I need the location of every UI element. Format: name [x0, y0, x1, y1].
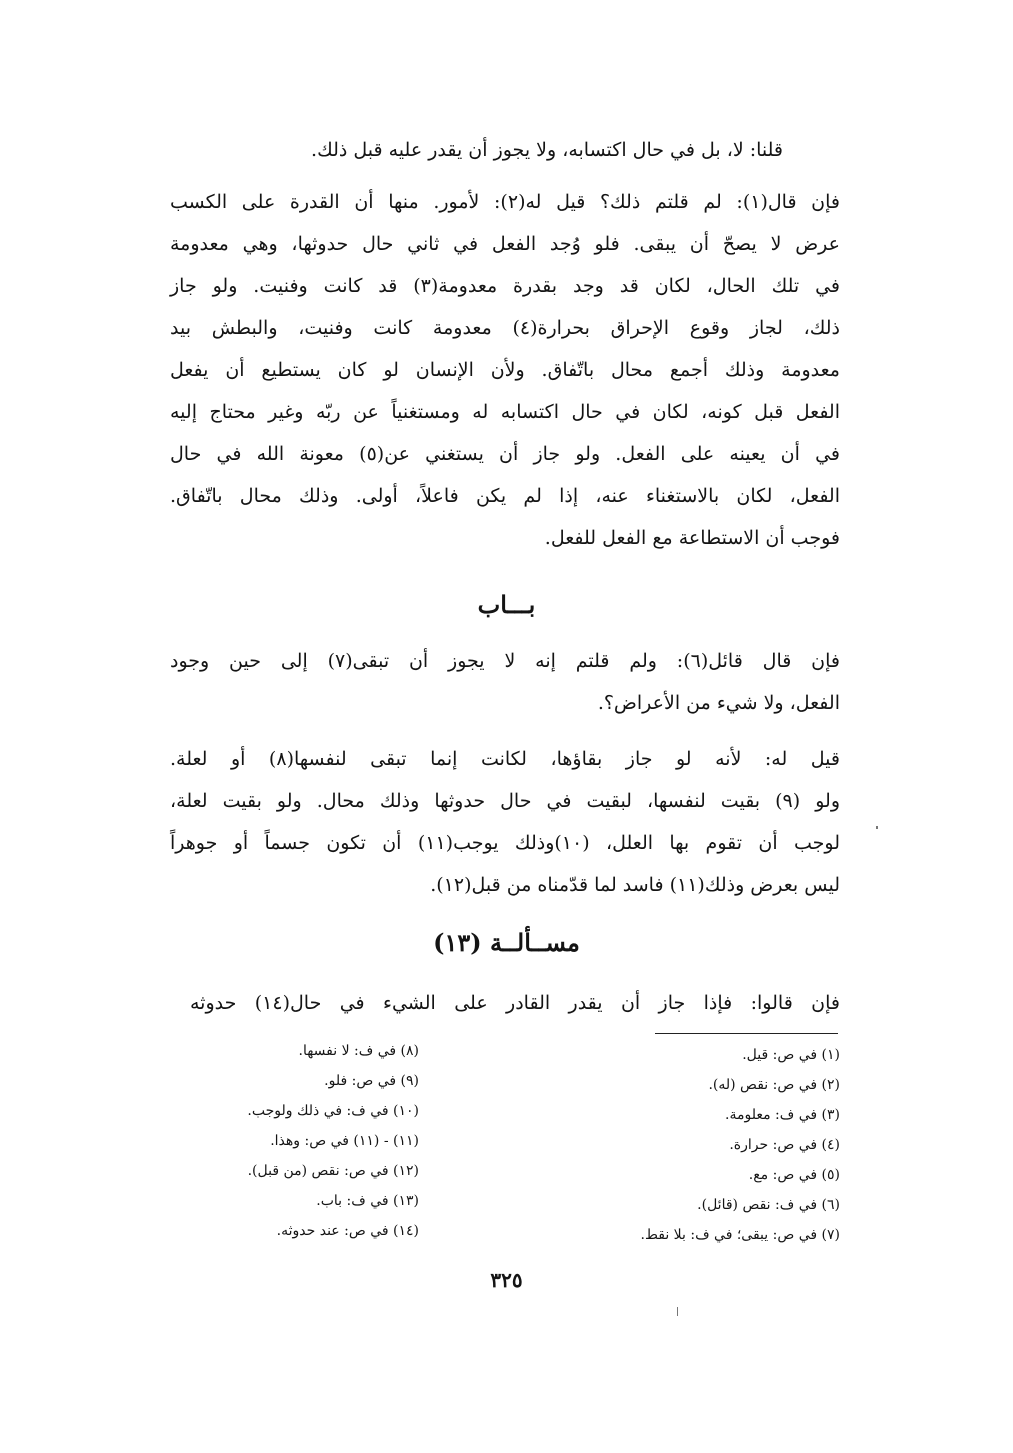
text-line: فإن قال قائل(٦): ولم قلتم إنه لا يجوز أن تبقى(٧) إلى حين وجود [170, 650, 841, 672]
footnote: (٢) في ص: نقص (له). [708, 1077, 840, 1093]
footnote: (٧) في ص: يبقى؛ في ف: بلا نقط. [640, 1227, 840, 1243]
footnote: (١٤) في ص: عند حدوثه. [276, 1223, 419, 1239]
text-line: في أن يعينه على الفعل. ولو جاز أن يستغني عن(٥) معونة الله في حال [170, 443, 840, 465]
text-line: في تلك الحال، لكان قد وجد بقدرة معدومة(٣) قد كانت وفنيت. ولو جاز [170, 275, 841, 297]
footnote: (٣) في ف: معلومة. [725, 1107, 840, 1123]
text-line: فإن قالوا: فإذا جاز أن يقدر القادر على الشيء في حال(١٤) حدوثه [190, 992, 840, 1014]
footnote: (٦) في ف: نقص (قائل). [697, 1197, 840, 1213]
paragraph-1 [170, 181, 840, 559]
footnote: (٤) في ص: حرارة. [729, 1137, 840, 1153]
footnote: (٨) في ف: لا نفسها. [298, 1043, 419, 1059]
text-line: الفعل قبل كونه، لكان في حال اكتسابه له ومستغنياً عن ربّه وغير محتاج إليه [170, 401, 840, 423]
paragraph-3 [170, 738, 840, 906]
footnotes-left-column [189, 1036, 419, 1246]
text-line: ولو (٩) بقيت لنفسها، لبقيت في حال حدوثها وذلك محال. ولو بقيت لعلة، [170, 790, 840, 812]
scan-speck [677, 1307, 678, 1316]
footnote: (١٠) في ف: في ذلك ولوجب. [247, 1103, 419, 1119]
text-line: معدومة وذلك أجمع محال باتّفاق. ولأن الإنسان لو كان يستطيع أن يفعل [170, 359, 840, 381]
footnote: (٥) في ص: مع. [748, 1167, 840, 1183]
footnote: (١١) - (١١) في ص: وهذا. [270, 1133, 419, 1149]
text-line: الفعل، لكان بالاستغناء عنه، إذا لم يكن فاعلاً، أولى. وذلك محال باتّفاق. [170, 485, 840, 507]
text-line: قلنا: لا، بل في حال اكتسابه، ولا يجوز أن يقدر عليه قبل ذلك. [311, 139, 783, 161]
text-line: الفعل، ولا شيء من الأعراض؟. [597, 692, 840, 714]
text-line: ذلك، لجاز وقوع الإحراق بحرارة(٤) معدومة كانت وفنيت، والبطش بيد [170, 317, 840, 339]
text-line: ليس بعرض وذلك(١١) فاسد لما قدّمناه من قبل(١٢). [430, 874, 840, 896]
text-line: فوجب أن الاستطاعة مع الفعل للفعل. [544, 527, 840, 549]
text-line: فإن قال(١): لم قلتم ذلك؟ قيل له(٢): لأمور. منها أن القدرة على الكسب [170, 191, 841, 213]
footnote: (٩) في ص: فلو. [324, 1073, 419, 1089]
text-line: لوجب أن تقوم بها العلل، (١٠)وذلك يوجب(١١) أن تكون جسماً أو جوهراً [170, 832, 840, 854]
section-heading-masala: مســألــة (١٣) [433, 928, 580, 957]
page-number: ٣٢٥ [490, 1268, 523, 1292]
footnote: (١) في ص: قيل. [742, 1047, 840, 1063]
text-line: عرض لا يصحّ أن يبقى. فلو وُجد الفعل في ثاني حال حدوثها، وهي معدومة [170, 233, 840, 255]
scan-speck [876, 826, 878, 829]
footnote: (١٣) في ف: باب. [316, 1193, 419, 1209]
section-heading-bab: بـــاب [477, 590, 536, 619]
footnotes-right-column [550, 1040, 840, 1250]
intro-paragraph [223, 129, 783, 171]
text-line: قيل له: لأنه لو جاز بقاؤها، لكانت إنما تبقى لنفسها(٨) أو لعلة. [170, 748, 840, 770]
footnote-divider [655, 1033, 838, 1034]
paragraph-4 [190, 982, 840, 1024]
paragraph-2 [170, 640, 840, 724]
footnote: (١٢) في ص: نقص (من قبل). [247, 1163, 419, 1179]
